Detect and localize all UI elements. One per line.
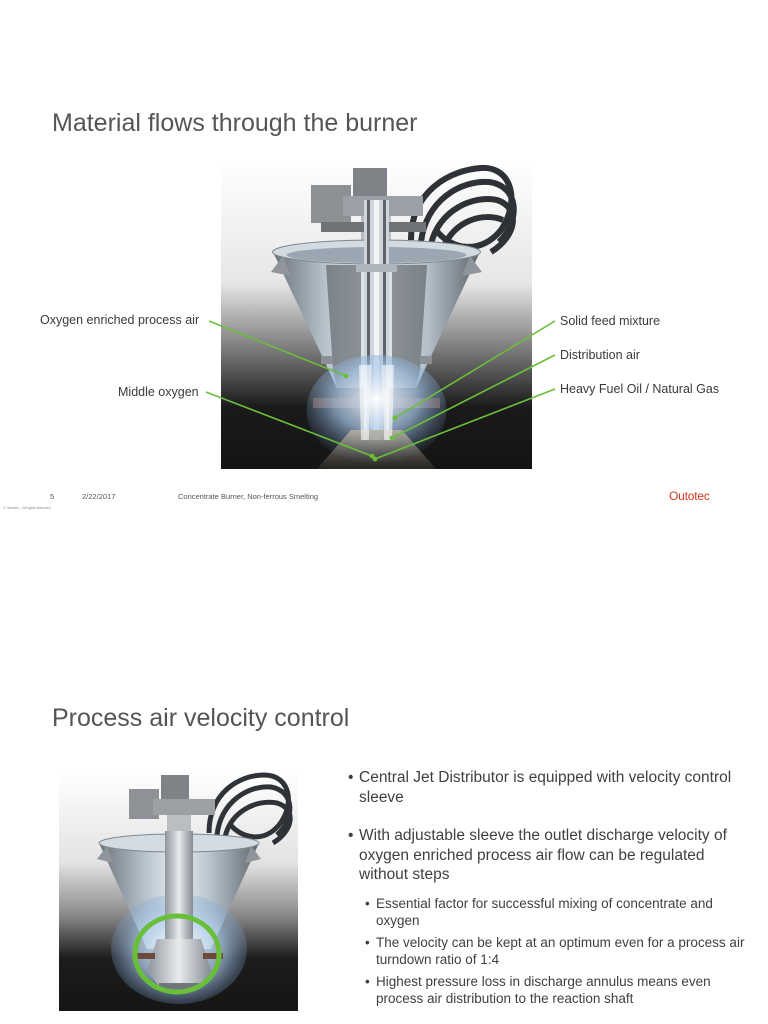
bullet-list (348, 768, 748, 1012)
label-middle-oxygen: Middle oxygen (118, 385, 199, 399)
footer-document-title: Concentrate Burner, Non-ferrous Smelting (178, 492, 319, 501)
slide-title: Material flows through the burner (52, 109, 418, 137)
label-distribution-air: Distribution air (560, 348, 640, 362)
sub-bullet-item: • Highest pressure loss in discharge annulus means even process air distribution to the reaction shaft (348, 973, 748, 1007)
slide-title: Process air velocity control (52, 704, 350, 732)
label-heavy-fuel-oil-natural-gas: Heavy Fuel Oil / Natural Gas (560, 382, 720, 396)
label-solid-feed-mixture: Solid feed mixture (560, 314, 661, 328)
bullet-item: • With adjustable sleeve the outlet discharge velocity of oxygen enriched process air flow can be regulated without steps (348, 826, 748, 885)
velocity-control-sleeve-image (59, 771, 298, 1011)
footer-page-number: 5 (50, 492, 55, 501)
footer-copyright: © Outotec – All rights reserved (3, 506, 51, 510)
sub-bullet-list (348, 895, 748, 1007)
burner-cross-section-image (221, 160, 532, 469)
outotec-logo: Outotec (669, 489, 710, 503)
label-oxygen-enriched-process-air: Oxygen enriched process air (40, 313, 200, 327)
sub-bullet-item: • The velocity can be kept at an optimum even for a process air turndown ratio of 1:4 (348, 934, 748, 968)
bullet-item: • Central Jet Distributor is equipped with velocity control sleeve (348, 768, 748, 807)
sub-bullet-item: • Essential factor for successful mixing of concentrate and oxygen (348, 895, 748, 929)
footer-date: 2/22/2017 (82, 492, 116, 501)
